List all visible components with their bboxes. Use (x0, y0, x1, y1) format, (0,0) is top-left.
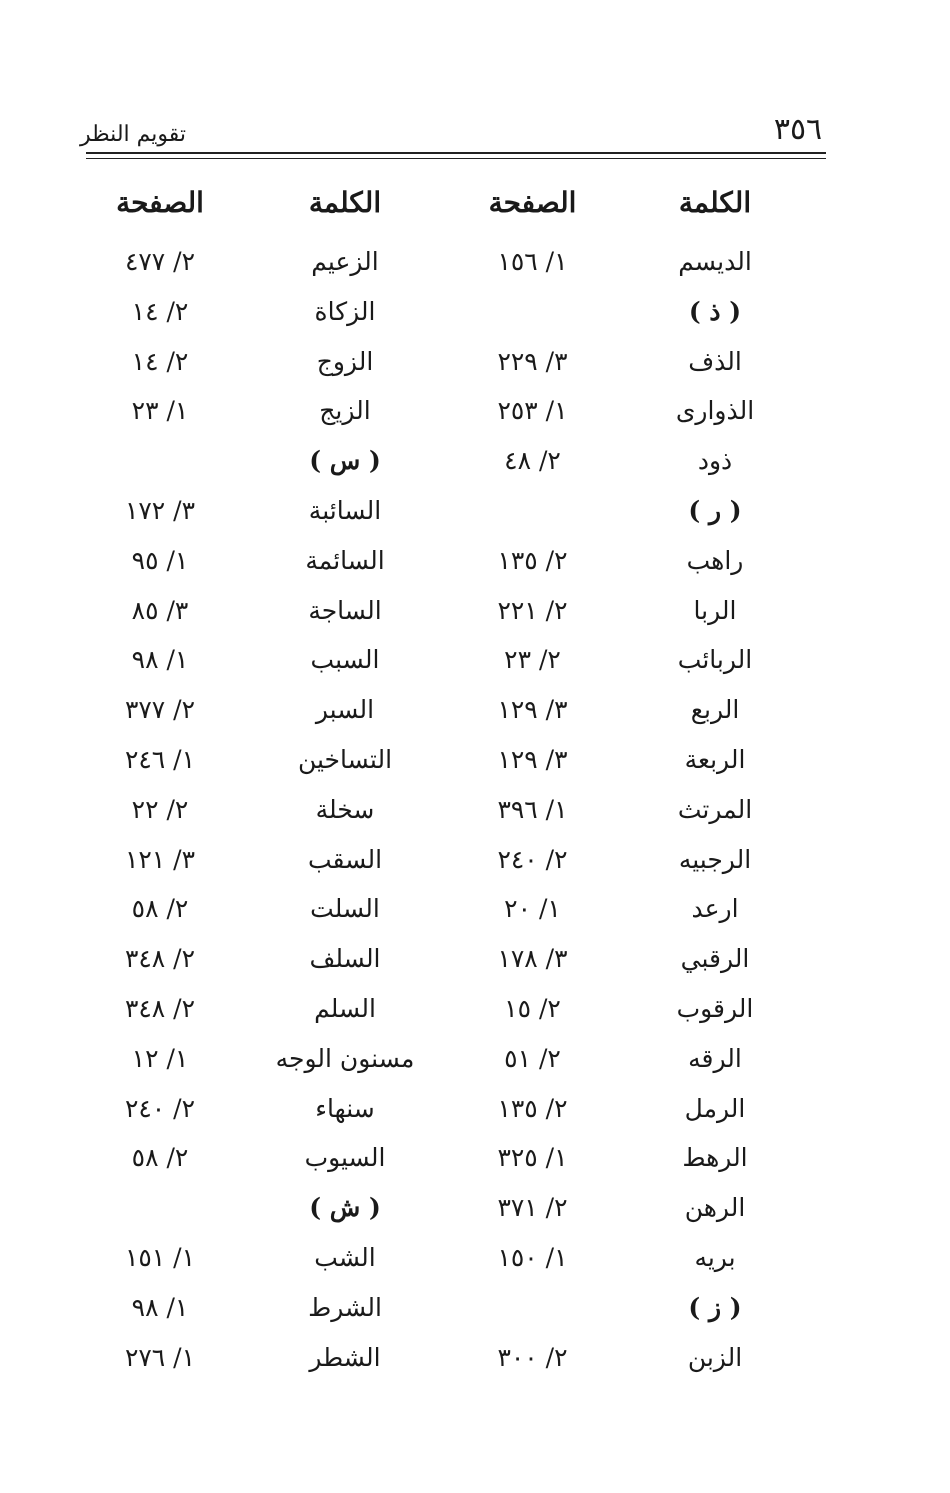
page-right: ٢/ ٤٨ (504, 446, 561, 476)
table-row (0, 835, 950, 885)
word-left: الزكاة (314, 296, 376, 326)
page-left: ١/ ٩٨ (131, 1292, 189, 1322)
word-left: السبر (315, 695, 375, 725)
word-right: الرجبيه (678, 844, 752, 874)
page-right: ٣/ ١٢٩ (497, 695, 568, 725)
header-rule-thin (86, 158, 826, 159)
word-left: سنهاء (315, 1093, 375, 1123)
word-left: سخلة (315, 794, 375, 824)
word-left: الزيج (319, 396, 371, 426)
table-row (0, 1333, 950, 1383)
word-right: بريه (694, 1242, 736, 1272)
letter-section-heading: ( ر ) (688, 495, 742, 525)
word-right: الرهن (684, 1193, 746, 1223)
word-right: الرهط (682, 1143, 748, 1173)
page-right: ١/ ٢٥٣ (497, 396, 568, 426)
page-left: ١/ ١٢ (131, 1043, 189, 1073)
word-right: الربائب (677, 645, 753, 675)
word-right: الرمل (684, 1093, 746, 1123)
word-right: الرقه (688, 1043, 742, 1073)
word-left: الزعيم (311, 247, 379, 276)
header-page-left: الصفحة (116, 186, 204, 219)
table-row (0, 536, 950, 586)
header-page-right: الصفحة (488, 186, 577, 219)
page-left: ٢/ ١٤ (131, 346, 189, 376)
page-left: ١/ ٩٥ (131, 545, 189, 575)
table-row (0, 237, 950, 287)
page-right: ٢/ ٣٧١ (497, 1193, 568, 1223)
word-left: السقب (307, 844, 383, 874)
table-row (0, 685, 950, 735)
page-left: ٢/ ٣٤٨ (124, 993, 196, 1023)
page-left: ٣/ ١٧٢ (124, 495, 196, 525)
table-row (0, 1034, 950, 1084)
table-row (0, 486, 950, 536)
word-left: مسنون الوجه (275, 1043, 415, 1073)
page-left: ٢/ ٤٧٧ (124, 247, 196, 276)
page-left: ٢/ ٣٤٨ (124, 944, 196, 974)
page-left: ٣/ ١٢١ (124, 844, 196, 874)
letter-section-heading: ( ذ ) (688, 296, 742, 326)
word-left: الشطر (309, 1342, 381, 1372)
page-right: ٢/ ٥١ (504, 1043, 561, 1073)
word-right: الربع (690, 695, 740, 725)
word-right: الذوارى (675, 396, 755, 426)
page-right: ٢/ ٢٢١ (497, 595, 568, 625)
page-left: ١/ ٩٨ (131, 645, 189, 675)
table-header (0, 186, 950, 236)
page-left: ٣/ ٨٥ (131, 595, 189, 625)
page-right: ٣/ ١٧٨ (497, 944, 568, 974)
page-right: ٢/ ٣٠٠ (497, 1342, 568, 1372)
word-right: الرقبي (680, 944, 750, 974)
page-left: ٢/ ٢٢ (131, 794, 189, 824)
word-right: الديسم (678, 247, 752, 276)
header-word-left: الكلمة (308, 186, 382, 219)
page-left: ٢/ ١٤ (131, 296, 189, 326)
page-left: ٢/ ٥٨ (131, 1143, 189, 1173)
word-left: الزوج (316, 346, 374, 376)
page-right: ٢/ ١٣٥ (497, 1093, 568, 1123)
table-row (0, 934, 950, 984)
page-right: ١/ ١٥٦ (497, 247, 568, 276)
table-row (0, 287, 950, 337)
word-left: السائبة (308, 495, 382, 525)
page-left: ١/ ١٥١ (124, 1242, 196, 1272)
page-left: ١/ ٢٤٦ (124, 744, 196, 774)
letter-section-heading: ( ز ) (688, 1292, 742, 1322)
word-right: الذف (688, 346, 742, 376)
word-left: السلم (314, 993, 376, 1023)
table-row (0, 436, 950, 486)
word-right: الربعة (684, 744, 746, 774)
page-right: ٢/ ١٣٥ (497, 545, 568, 575)
page-left: ٢/ ٢٤٠ (124, 1093, 196, 1123)
letter-section-heading: ( س ) (309, 446, 381, 476)
word-left: السلت (310, 894, 380, 924)
word-right: ارعد (691, 894, 739, 924)
table-row (0, 586, 950, 636)
word-left: الشرط (308, 1292, 382, 1322)
page-right: ١/ ٢٠ (504, 894, 561, 924)
table-row (0, 635, 950, 685)
word-left: الساجة (308, 595, 382, 625)
index-table (0, 237, 950, 1382)
table-row (0, 1133, 950, 1183)
table-row (0, 984, 950, 1034)
table-row (0, 386, 950, 436)
letter-section-heading: ( ش ) (309, 1193, 381, 1223)
word-right: ذود (697, 446, 733, 476)
page-right: ٣/ ٢٢٩ (497, 346, 568, 376)
page-right: ٢/ ١٥ (504, 993, 561, 1023)
word-left: السبب (310, 645, 380, 675)
page-left: ١/ ٢٣ (131, 396, 189, 426)
word-left: السلف (309, 944, 381, 974)
word-right: الزبن (687, 1342, 743, 1372)
table-row (0, 735, 950, 785)
word-left: الشب (314, 1242, 376, 1272)
page-right: ١/ ٣٢٥ (497, 1143, 568, 1173)
page-right: ١/ ١٥٠ (497, 1242, 568, 1272)
table-row (0, 884, 950, 934)
word-left: التساخين (297, 744, 393, 774)
word-right: المرتث (677, 794, 753, 824)
table-row (0, 337, 950, 387)
table-row (0, 1283, 950, 1333)
page-number: ٣٥٦ (773, 112, 823, 147)
word-left: السيوب (304, 1143, 386, 1173)
word-right: الربا (693, 595, 737, 625)
page-right: ٢/ ٢٣ (504, 645, 561, 675)
page-left: ٢/ ٣٧٧ (124, 695, 196, 725)
header-rule-thick (86, 152, 826, 154)
header-word-right: الكلمة (678, 186, 752, 219)
table-row (0, 1183, 950, 1233)
page-right: ٢/ ٢٤٠ (497, 844, 568, 874)
table-row (0, 1084, 950, 1134)
word-left: السائمة (305, 545, 385, 575)
page-left: ٢/ ٥٨ (131, 894, 189, 924)
page-left: ١/ ٢٧٦ (124, 1342, 196, 1372)
word-right: الرقوب (676, 993, 754, 1023)
table-row (0, 1233, 950, 1283)
running-title: تقويم النظر (80, 122, 187, 147)
page-right: ١/ ٣٩٦ (497, 794, 568, 824)
table-row (0, 785, 950, 835)
page-right: ٣/ ١٢٩ (497, 744, 568, 774)
word-right: راهب (686, 545, 744, 575)
